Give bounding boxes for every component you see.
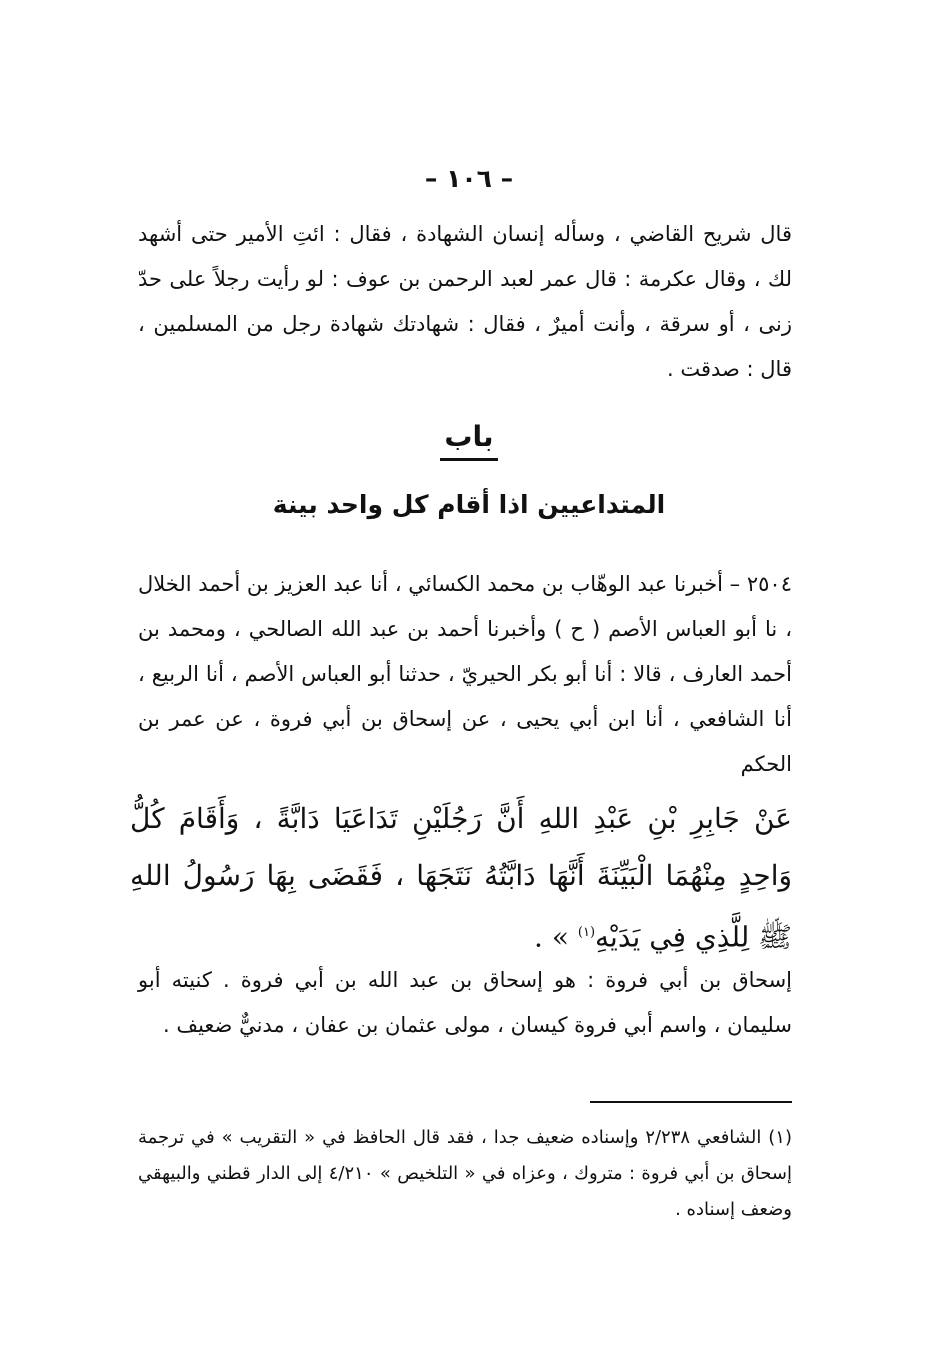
footnote: (١) الشافعي ٢/٢٣٨ وإسناده ضعيف جدا ، فقد قال الحافظ في « التقريب » في ترجمة إسحاق بن أبي فروة : متروك ، وعزاه في « التلخيص » ٤/٢١٠ إلى الدار قطني والبيهقي وضعف إسناده .: [138, 1127, 792, 1220]
page-number: – ١٠٦ –: [424, 164, 514, 193]
hadith-isnad: ٢٥٠٤ – أخبرنا عبد الوهّاب بن محمد الكسائي ، أنا عبد العزيز بن أحمد الخلال ، نا أبو العباس الأصم ( ح ) وأخبرنا أحمد بن عبد الله الصالحي ، ومحمد بن أحمد العارف ، قالا : أنا أبو بكر الحيريّ ، حدثنا أبو العباس الأصم ، أنا الربيع ، أنا الشافعي ، أنا ابن أبي يحيى ، عن إسحاق بن أبي فروة ، عن عمر بن الحكم: [138, 572, 792, 776]
footnote-reference: (١): [577, 925, 596, 940]
hadith-matn-text: عَنْ جَابِرِ بْنِ عَبْدِ اللهِ أَنَّ رَجُلَيْنِ تَدَاعَيَا دَابَّةً ، وَأَقَامَ كُلُّ وَاحِدٍ مِنْهُمَا الْبَيِّنَةَ أَنَّهَا دَابَّتُهُ نَتَجَهَا ، فَقَضَى بِهَا رَسُولُ اللهِ ﷺ لِلَّذِي فِي يَدَيْهِ: [130, 802, 792, 954]
hadith-matn-end: » .: [534, 920, 569, 954]
chapter-title: المتداعيين اذا أقام كل واحد بينة: [272, 490, 666, 519]
hadith-matn: [130, 790, 792, 965]
footnote-divider: [590, 1101, 792, 1103]
section-heading-bab: باب: [444, 420, 494, 453]
intro-paragraph: قال شريح القاضي ، وسأله إنسان الشهادة ، فقال : ائتِ الأمير حتى أشهد لك ، وقال عكرمة : قال عمر لعبد الرحمن بن عوف : لو رأيت رجلاً على حدّ زنى ، أو سرقة ، وأنت أميرٌ ، فقال : شهادتك شهادة رجل من المسلمين ، قال : صدقت .: [138, 222, 792, 381]
heading-underline: [440, 458, 498, 461]
narrator-comment: إسحاق بن أبي فروة : هو إسحاق بن عبد الله بن أبي فروة . كنيته أبو سليمان ، واسم أبي فروة كيسان ، مولى عثمان بن عفان ، مدنيٌّ ضعيف .: [138, 968, 792, 1037]
